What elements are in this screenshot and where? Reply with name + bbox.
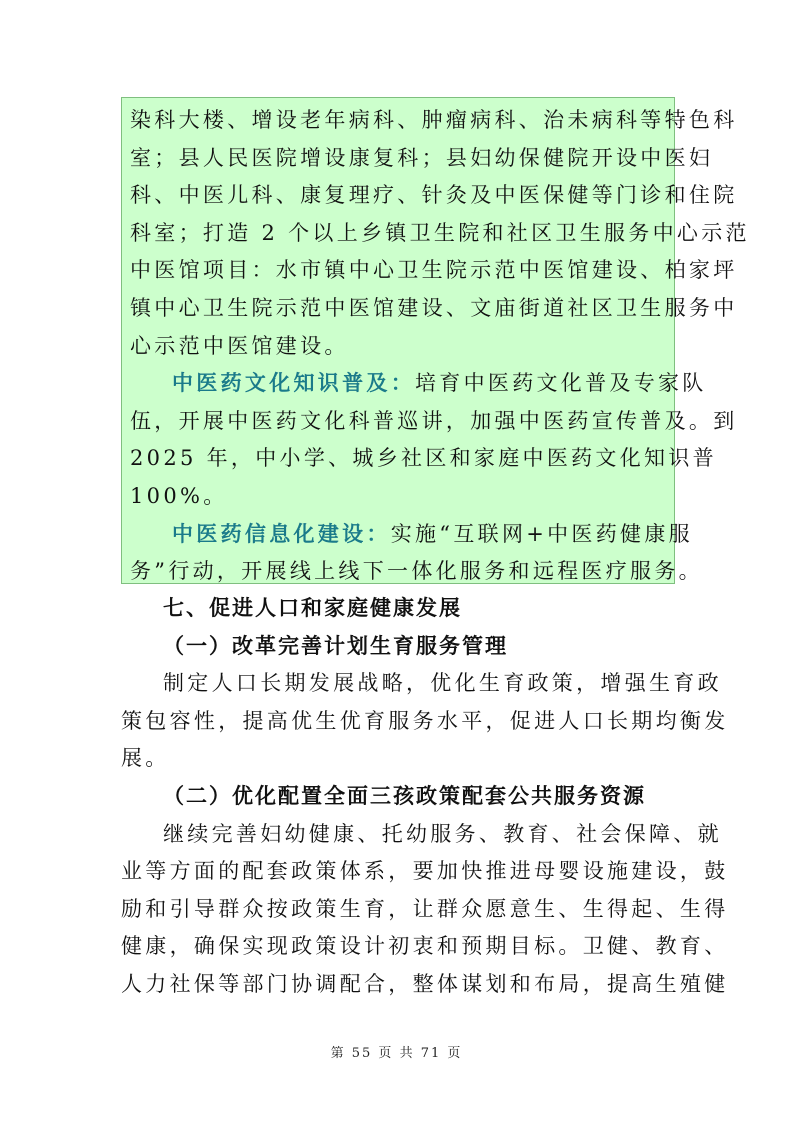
text-line: 制定人口长期发展战略，优化生育政策，增强生育政 — [163, 671, 722, 696]
text-line: 染科大楼、增设老年病科、肿瘤病科、治未病科等特色科 — [130, 108, 738, 132]
highlighted-text-box — [121, 97, 750, 584]
text-line: 健康，确保实现政策设计初衷和预期目标。卫健、教育、 — [121, 934, 729, 959]
page-number: 第 55 页 共 71 页 — [330, 1046, 463, 1061]
subsection-2-title: （二）优化配置全面三孩政策配套公共服务资源 — [163, 783, 646, 808]
text-line — [130, 516, 693, 554]
text-line: 心示范中医馆建设。 — [130, 333, 349, 358]
section-7-title: 七、促进人口和家庭健康发展 — [163, 596, 462, 620]
subsection-1-title: （一）改革完善计划生育服务管理 — [163, 633, 508, 658]
text-line: 镇中心卫生院示范中医馆建设、文庙街道社区卫生服务中 — [130, 295, 738, 320]
text-line: 业等方面的配套政策体系，要加快推进母婴设施建设，鼓 — [121, 859, 729, 884]
text-line: 100%。 — [130, 483, 228, 508]
text-line: 科室；打造 2 个以上乡镇卫生院和社区卫生服务中心示范 — [130, 220, 750, 245]
text-line — [130, 365, 707, 403]
text-span: 实施“互联网+中医药健康服 — [390, 521, 693, 546]
tcm-informatization-heading: 中医药信息化建设： — [172, 521, 391, 546]
text-line: 励和引导群众按政策生育，让群众愿意生、生得起、生得 — [121, 896, 729, 921]
text-line: 科、中医儿科、康复理疗、针灸及中医保健等门诊和住院 — [130, 183, 738, 208]
text-span: 培育中医药文化普及专家队 — [415, 371, 707, 396]
text-line: 人力社保等部门协调配合，整体谋划和布局，提高生殖健 — [121, 971, 729, 996]
text-line: 2025 年，中小学、城乡社区和家庭中医药文化知识普 — [130, 446, 717, 471]
text-line: 务”行动，开展线上线下一体化服务和远程医疗服务。 — [130, 559, 703, 584]
section-7 — [121, 590, 729, 1004]
text-line: 继续完善妇幼健康、托幼服务、教育、社会保障、就 — [163, 821, 722, 846]
text-line: 室；县人民医院增设康复科；县妇幼保健院开设中医妇 — [130, 145, 714, 170]
tcm-culture-heading: 中医药文化知识普及： — [172, 371, 415, 396]
text-line: 展。 — [121, 746, 170, 771]
text-line: 策包容性，提高优生优育服务水平，促进人口长期均衡发 — [121, 708, 729, 733]
text-line: 伍，开展中医药文化科普巡讲，加强中医药宣传普及。到 — [130, 408, 738, 433]
text-line: 中医馆项目：水市镇中心卫生院示范中医馆建设、柏家坪 — [130, 258, 738, 283]
